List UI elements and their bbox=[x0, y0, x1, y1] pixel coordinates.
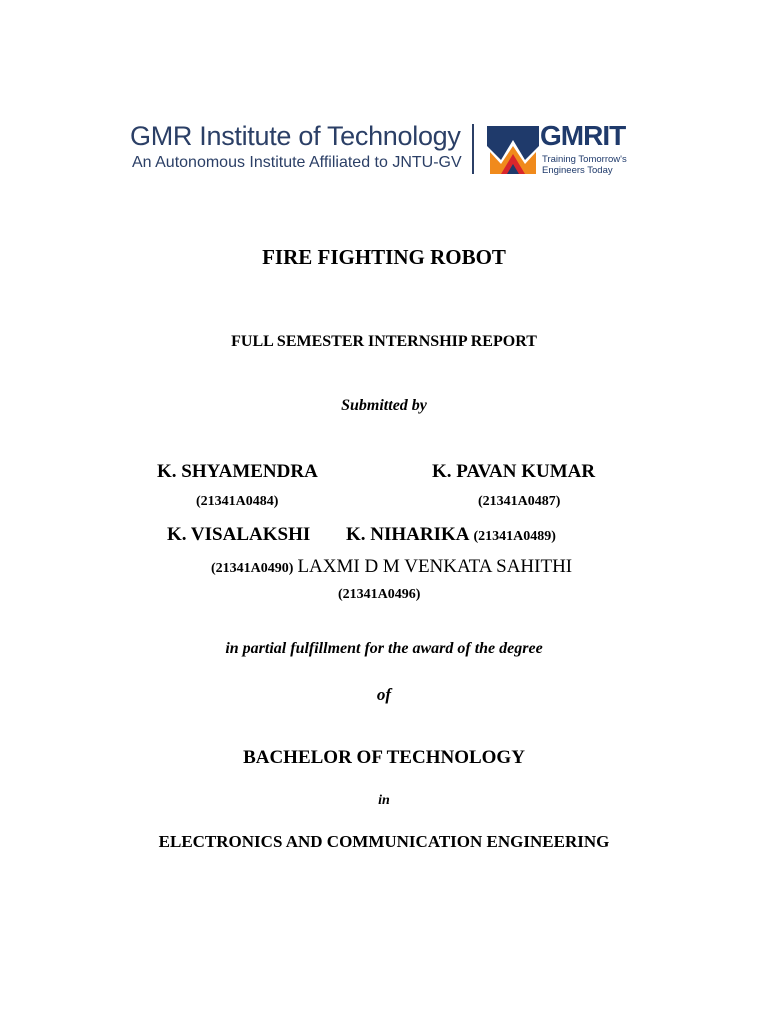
of-text: of bbox=[376, 685, 392, 704]
student-name-3: K. VISALAKSHI bbox=[167, 524, 311, 545]
student-name-4: K. NIHARIKA bbox=[346, 524, 470, 545]
institute-tagline: An Autonomous Institute Affiliated to JNTU-GV bbox=[132, 154, 462, 171]
student-roll-2: (21341A0487) bbox=[478, 494, 561, 509]
student-roll-4: (21341A0489) bbox=[473, 529, 556, 544]
student-name-5: LAXMI D M VENKATA SAHITHI bbox=[297, 556, 573, 577]
report-title: FIRE FIGHTING ROBOT bbox=[262, 245, 506, 269]
logo-slogan-line1: Training Tomorrow's bbox=[542, 154, 627, 165]
fulfillment-text: in partial fulfillment for the award of the degree bbox=[225, 640, 543, 657]
institute-logo-header bbox=[126, 118, 626, 180]
student-roll-5: (21341A0496) bbox=[338, 587, 421, 602]
in-text: in bbox=[378, 793, 390, 808]
department-name: ELECTRONICS AND COMMUNICATION ENGINEERING bbox=[158, 832, 610, 851]
logo-slogan-line2: Engineers Today bbox=[542, 165, 613, 176]
logo-divider bbox=[472, 124, 474, 174]
report-subtitle: FULL SEMESTER INTERNSHIP REPORT bbox=[231, 333, 537, 350]
gmrit-logo-icon bbox=[487, 126, 539, 174]
institute-name: GMR Institute of Technology bbox=[130, 121, 461, 151]
student-roll-1: (21341A0484) bbox=[196, 494, 279, 509]
submitted-by-label: Submitted by bbox=[341, 397, 427, 414]
student-name-2: K. PAVAN KUMAR bbox=[432, 461, 596, 482]
student-3-5-line bbox=[211, 556, 572, 578]
student-name-1: K. SHYAMENDRA bbox=[157, 461, 318, 482]
gmrit-brand: GMRIT bbox=[540, 120, 626, 151]
degree-name: BACHELOR OF TECHNOLOGY bbox=[243, 747, 525, 768]
student-4-line bbox=[346, 524, 556, 546]
student-roll-3: (21341A0490) bbox=[211, 561, 294, 576]
